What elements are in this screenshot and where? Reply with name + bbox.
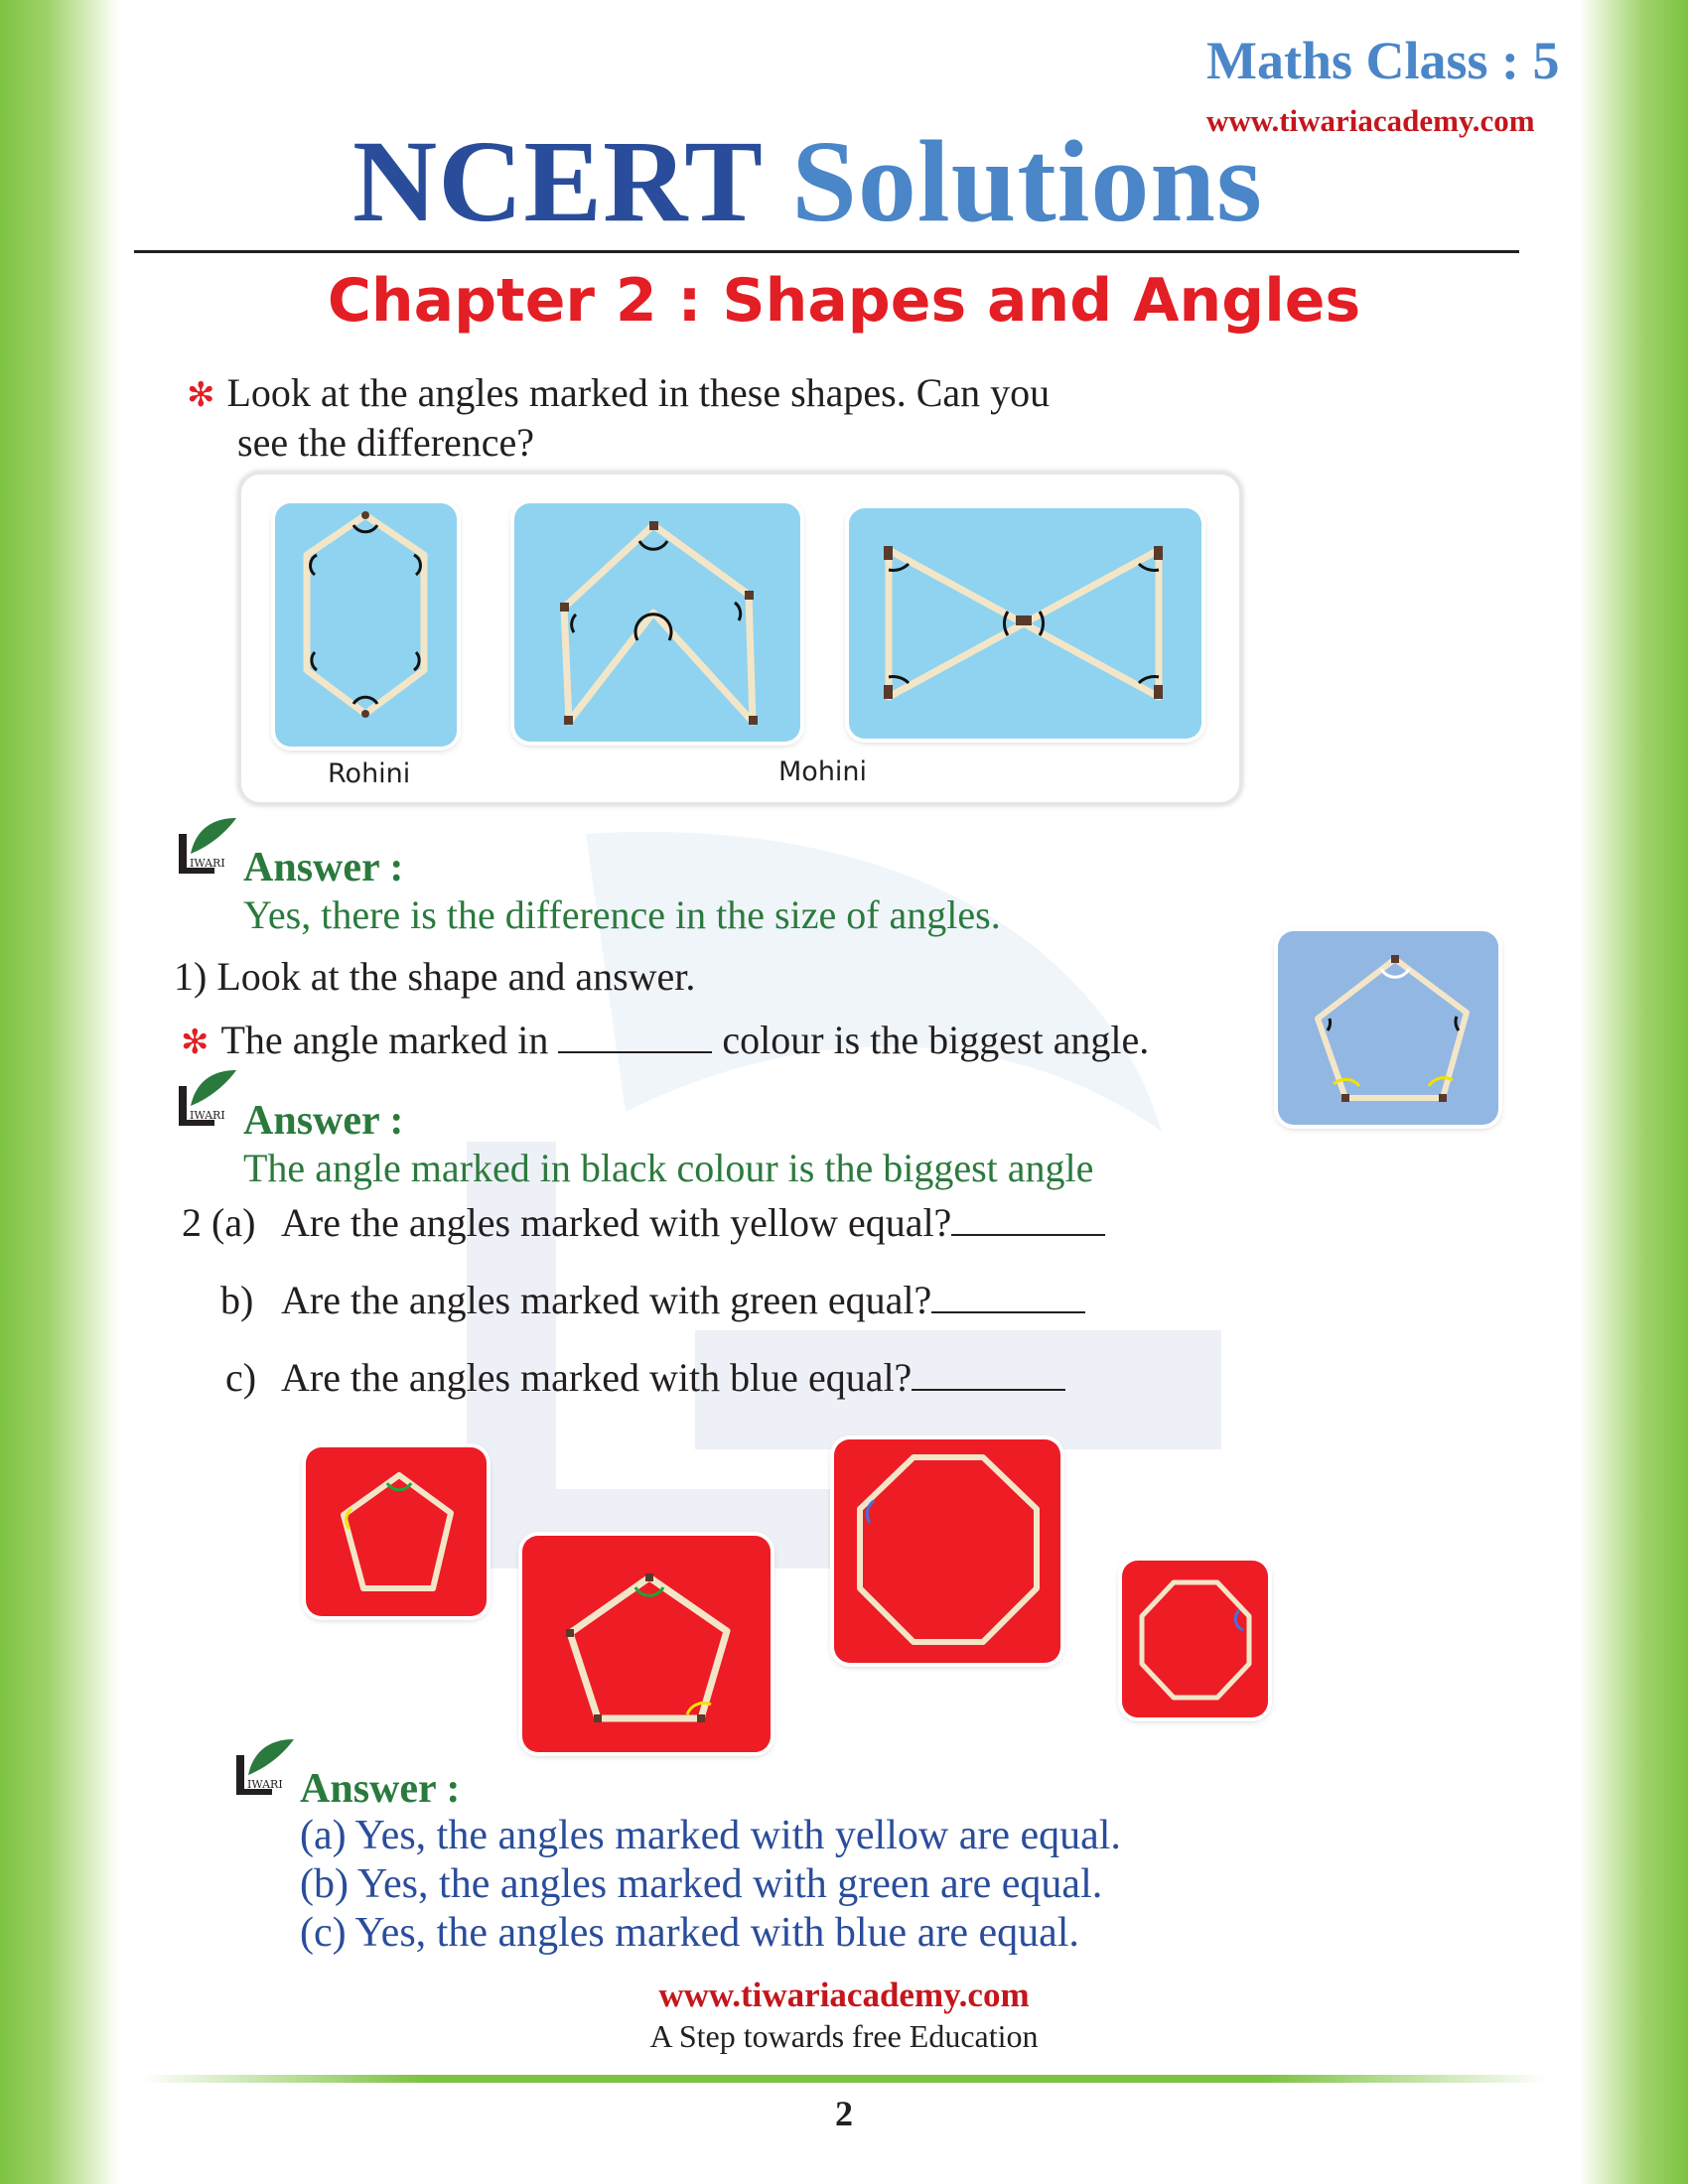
hexagon-tile [275, 503, 457, 747]
answer-blank[interactable] [558, 1022, 712, 1053]
question3b [281, 1277, 1085, 1323]
small-pentagon-tile [306, 1447, 487, 1616]
tiwari-logo-icon [177, 816, 238, 882]
answer1-text: Yes, there is the difference in the size of angles. [243, 892, 1001, 937]
title-solutions: Solutions [791, 116, 1263, 246]
answer2-label: Answer : [243, 1098, 404, 1144]
large-pentagon-tile [522, 1536, 771, 1752]
tiwari-logo-icon [234, 1737, 296, 1803]
large-octagon-tile [834, 1439, 1060, 1663]
question3c-text: Are the angles marked with blue equal? [281, 1355, 913, 1400]
page-title [352, 114, 1263, 249]
question3b-num: b) [220, 1278, 254, 1322]
bowtie-tile [849, 508, 1201, 739]
small-octagon-tile [1122, 1561, 1268, 1717]
header-website-link[interactable]: www.tiwariacademy.com [1206, 103, 1535, 138]
asterisk-icon: ✻ [187, 375, 215, 415]
answer3a-text: (a) Yes, the angles marked with yellow are equal. [300, 1813, 1121, 1858]
answer3b-text: (b) Yes, the angles marked with green are equal. [300, 1861, 1103, 1907]
logo-text: IWARI [247, 1778, 283, 1791]
question1-line1 [187, 369, 1050, 416]
question3b-text: Are the angles marked with green equal? [281, 1278, 932, 1322]
asterisk-icon: ✻ [181, 1023, 210, 1062]
answer-blank[interactable] [912, 1359, 1065, 1391]
page-number: 2 [835, 2094, 853, 2133]
question2-line [181, 1017, 1149, 1063]
tiwari-logo-icon [177, 1068, 238, 1134]
question3a-num: 2 (a) [182, 1200, 256, 1245]
answer2-text: The angle marked in black colour is the biggest angle [243, 1146, 1094, 1190]
chapter-title: Chapter 2 : Shapes and Angles [327, 266, 1361, 336]
header-divider [134, 250, 1519, 253]
logo-text: IWARI [190, 857, 225, 870]
pentagon-blue-tile [1278, 931, 1498, 1125]
answer-blank[interactable] [931, 1282, 1085, 1313]
question2-suffix: colour is the biggest angle. [722, 1018, 1150, 1062]
footer-divider [139, 2075, 1549, 2083]
logo-text: IWARI [190, 1109, 225, 1122]
question3c-num: c) [225, 1355, 257, 1400]
caption-mohini: Mohini [778, 756, 868, 787]
footer-tagline: A Step towards free Education [649, 2018, 1039, 2054]
question3a [281, 1199, 1105, 1246]
answer1-label: Answer : [243, 845, 404, 890]
class-label: Maths Class : 5 [1206, 31, 1560, 90]
question2-prefix: The angle marked in [220, 1018, 549, 1062]
footer-website-link[interactable]: www.tiwariacademy.com [658, 1976, 1030, 2014]
title-ncert: NCERT [352, 116, 762, 246]
question1-line2: see the difference? [237, 420, 535, 465]
answer3c-text: (c) Yes, the angles marked with blue are equal. [300, 1910, 1079, 1956]
question2-intro: 1) Look at the shape and answer. [174, 954, 696, 999]
caption-rohini: Rohini [328, 758, 411, 789]
question3c [281, 1354, 1065, 1401]
answer3-label: Answer : [300, 1766, 461, 1812]
question3a-text: Are the angles marked with yellow equal? [281, 1200, 952, 1245]
question1-text: Look at the angles marked in these shapes. Can you [226, 370, 1051, 415]
answer-blank[interactable] [951, 1204, 1105, 1236]
concave-shape-tile [514, 503, 800, 742]
